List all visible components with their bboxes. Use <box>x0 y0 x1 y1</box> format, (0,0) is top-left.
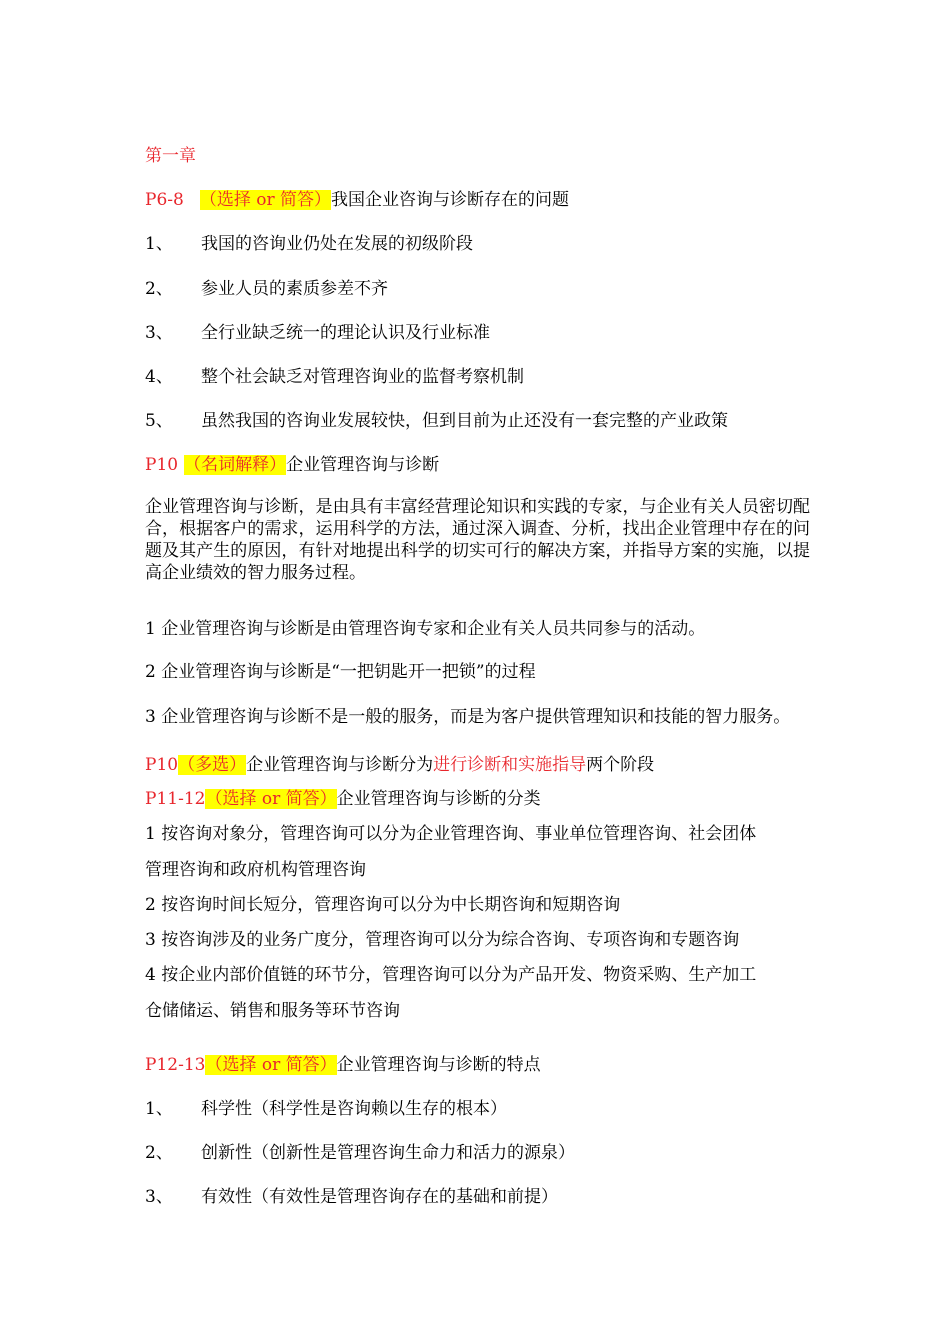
chapter-title: 第一章 <box>145 146 196 166</box>
page-ref: P12-13 <box>145 1055 206 1075</box>
classification-line: 2 按咨询时间长短分，管理咨询可以分为中长期咨询和短期咨询 <box>145 895 621 915</box>
section-heading-5 <box>145 1054 541 1076</box>
question-type-tag: （名词解释） <box>184 455 287 475</box>
list-item: 3、 有效性（有效性是管理咨询存在的基础和前提） <box>145 1187 558 1207</box>
list-item: 2、 参业人员的素质参差不齐 <box>145 279 388 299</box>
section-title: 企业管理咨询与诊断的分类 <box>336 789 541 809</box>
question-type-tag: （选择 or 简答） <box>205 789 337 809</box>
definition-point: 1 企业管理咨询与诊断是由管理咨询专家和企业有关人员共同参与的活动。 <box>145 619 706 639</box>
classification-line: 管理咨询和政府机构管理咨询 <box>145 860 366 880</box>
definition-paragraph: 企业管理咨询与诊断，是由具有丰富经营理论知识和实践的专家，与企业有关人员密切配合，根据客户的需求，运用科学的方法，通过深入调查、分析，找出企业管理中存在的问题及其产生的原因，有针对地提出科学的切实可行的解决方案，并指导方案的实施，以提高企业绩效的智力服务过程。 <box>145 497 810 583</box>
list-item: 1、 我国的咨询业仍处在发展的初级阶段 <box>145 234 473 254</box>
question-type-tag: （选择 or 简答） <box>205 1055 337 1075</box>
section-title: 企业管理咨询与诊断 <box>286 455 440 475</box>
classification-line: 1 按咨询对象分，管理咨询可以分为企业管理咨询、事业单位管理咨询、社会团体 <box>145 824 757 844</box>
section-title: 企业管理咨询与诊断的特点 <box>336 1055 541 1075</box>
list-item: 4、 整个社会缺乏对管理咨询业的监督考察机制 <box>145 367 524 387</box>
section-heading-4 <box>145 788 541 810</box>
highlighted-answer: 进行诊断和实施指导 <box>433 755 587 775</box>
definition-point: 2 企业管理咨询与诊断是“一把钥匙开一把锁”的过程 <box>145 662 536 682</box>
classification-line: 4 按企业内部价值链的环节分，管理咨询可以分为产品开发、物资采购、生产加工 <box>145 965 757 985</box>
list-item: 2、 创新性（创新性是管理咨询生命力和活力的源泉） <box>145 1143 575 1163</box>
section-heading-2 <box>145 454 439 476</box>
question-type-tag: （选择 or 简答） <box>199 190 331 210</box>
page-ref: P6-8 <box>145 190 184 210</box>
page-ref: P10 <box>145 755 179 775</box>
section-heading-1 <box>145 189 569 211</box>
classification-line: 仓储储运、销售和服务等环节咨询 <box>145 1001 400 1021</box>
page-ref: P10 <box>145 455 179 475</box>
list-item: 5、 虽然我国的咨询业发展较快，但到目前为止还没有一套完整的产业政策 <box>145 411 728 431</box>
list-item: 1、 科学性（科学性是咨询赖以生存的根本） <box>145 1099 507 1119</box>
question-type-tag: （多选） <box>178 755 247 775</box>
definition-point: 3 企业管理咨询与诊断不是一般的服务，而是为客户提供管理知识和技能的智力服务。 <box>145 707 791 727</box>
section-heading-3: P10（多选）企业管理咨询与诊断分为进行诊断和实施指导两个阶段 <box>145 755 655 775</box>
classification-line: 3 按咨询涉及的业务广度分，管理咨询可以分为综合咨询、专项咨询和专题咨询 <box>145 930 740 950</box>
page-ref: P11-12 <box>145 789 206 809</box>
list-item: 3、 全行业缺乏统一的理论认识及行业标准 <box>145 323 490 343</box>
section-title: 我国企业咨询与诊断存在的问题 <box>331 190 569 210</box>
